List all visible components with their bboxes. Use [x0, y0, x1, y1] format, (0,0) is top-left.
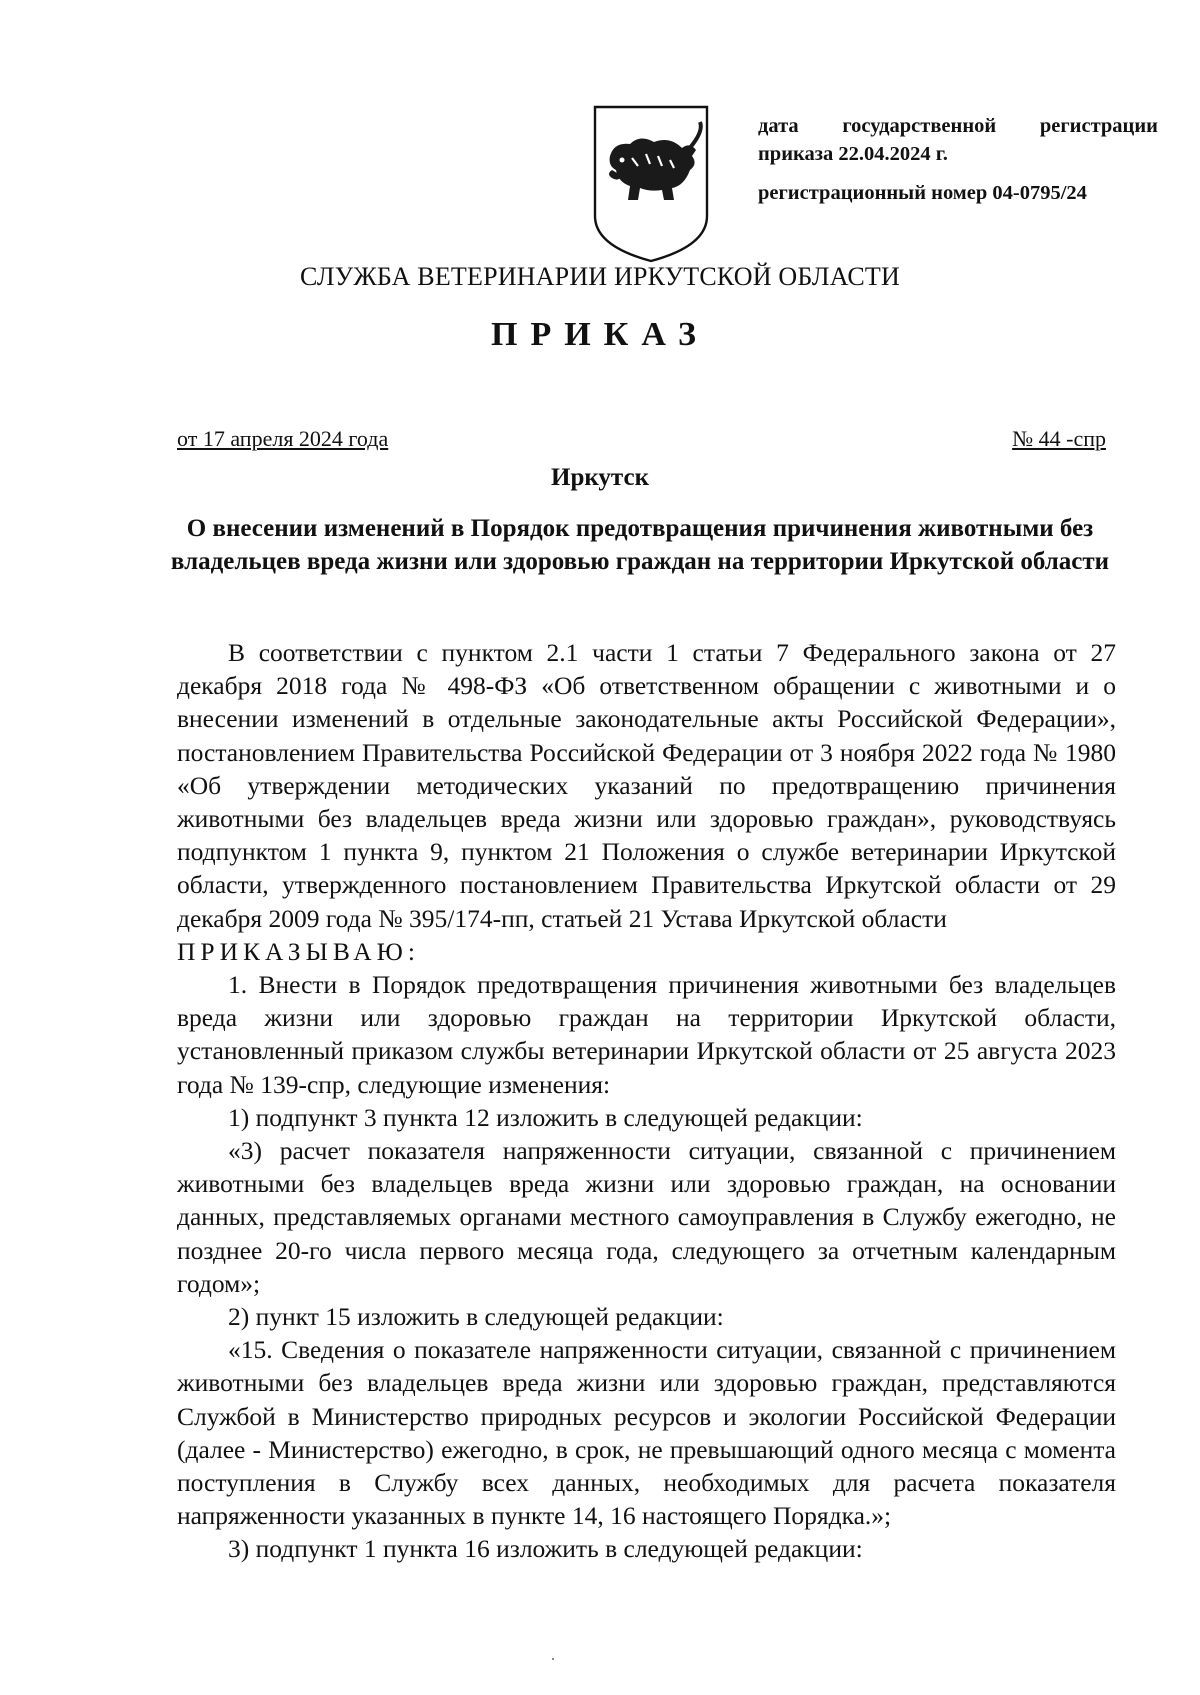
order-number: № 44 -спр	[1012, 426, 1106, 451]
agency-name: СЛУЖБА ВЕТЕРИНАРИИ ИРКУТСКОЙ ОБЛАСТИ	[300, 262, 900, 291]
document-title: О внесении изменений в Порядок предотвращения причинения животными без владельцев вреда жизни или здоровью граждан на территории Иркутской области	[170, 515, 1110, 575]
city-name: Иркутск	[551, 464, 649, 491]
document-type: ПРИКАЗ	[491, 316, 709, 353]
registration-date-value: приказа 22.04.2024 г.	[758, 143, 948, 165]
document-body	[177, 636, 1116, 1566]
page-mark	[552, 1658, 554, 1660]
order-word: ПРИКАЗЫВАЮ:	[177, 936, 420, 966]
subitem-2-paragraph: 2) пункт 15 изложить в следующей редакции:	[228, 1302, 724, 1332]
registration-date-label: дата государственной регистрации	[758, 115, 1158, 137]
subitem-3-paragraph: 3) подпункт 1 пункта 16 изложить в следующей редакции:	[228, 1534, 863, 1564]
preamble-paragraph: В соответствии с пунктом 2.1 части 1 статьи 7 Федерального закона от 27 декабря 2018 года № 498-ФЗ «Об ответственном обращении с животными и о внесении изменений в отдельные законодательные акты Российской Федерации», постановлением Правительства Российской Федерации от 3 ноября 2022 года № 1980 «Об утверждении методических указаний по предотвращению причинения животными без владельцев вреда жизни или здоровью граждан», руководствуясь подпунктом 1 пункта 9, пунктом 21 Положения о службе ветеринарии Иркутской области, утвержденного постановлением Правительства Иркутской области от 29 декабря 2009 года № 395/174-пп, статьей 21 Устава Иркутской области	[177, 638, 1116, 933]
item-1-paragraph: 1. Внести в Порядок предотвращения причинения животными без владельцев вреда жизни или здоровью граждан на территории Иркутской области, установленный приказом службы ветеринарии Иркутской области от 25 августа 2023 года № 139-спр, следующие изменения:	[177, 970, 1116, 1099]
registration-number: регистрационный номер 04-0795/24	[758, 182, 1087, 204]
subitem-1-paragraph: 1) подпункт 3 пункта 12 изложить в следующей редакции:	[228, 1102, 863, 1132]
order-date: от 17 апреля 2024 года	[177, 426, 389, 451]
subitem-1-text: «3) расчет показателя напряженности ситуации, связанной с причинением животными без владельцев вреда жизни или здоровью граждан, на основании данных, представляемых органами местного самоуправления в Службу ежегодно, не позднее 20-го числа первого месяца года, следующего за отчетным календарным годом»;	[177, 1136, 1116, 1298]
subitem-2-text: «15. Сведения о показателе напряженности ситуации, связанной с причинением животными без владельцев вреда жизни или здоровью граждан, представляются Службой в Министерство природных ресурсов и экологии Российской Федерации (далее - Министерство) ежегодно, в срок, не превышающий одного месяца с момента поступления в Службу всех данных, необходимых для расчета показателя напряженности указанных в пункте 14, 16 настоящего Порядка.»;	[177, 1335, 1116, 1531]
registration-block	[758, 112, 1158, 207]
coat-of-arms-emblem	[592, 104, 710, 264]
